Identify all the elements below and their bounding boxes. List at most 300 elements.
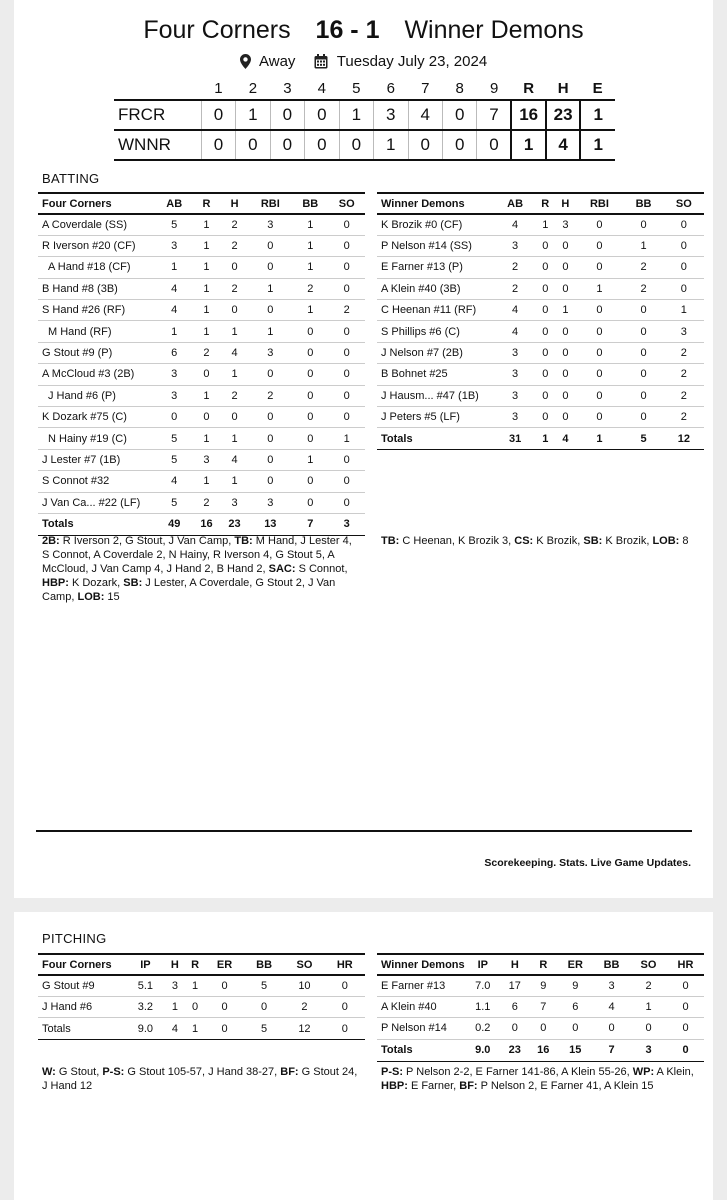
stat-cell: 5 [244, 975, 284, 996]
note-text: J Lester, A Coverdale, G Stout 2, J Van Camp, [42, 577, 336, 603]
stat-cell: 2 [664, 407, 704, 428]
stat-cell: 3 [249, 342, 292, 363]
stat-table-head [377, 954, 704, 975]
stat-cell: 0 [535, 278, 555, 299]
game-meta [14, 52, 713, 70]
player-name: J Nelson #7 (2B) [377, 342, 495, 363]
stat-cell: 2 [495, 257, 535, 278]
linescore-inning-cell: 0 [477, 130, 511, 160]
batting-notes-winner-demons [381, 534, 701, 548]
player-row [38, 342, 365, 363]
stat-cell: 0 [575, 342, 623, 363]
stat-column-header: H [221, 193, 249, 214]
player-row [38, 321, 365, 342]
stat-table-head [38, 193, 365, 214]
stat-cell: 1 [555, 300, 575, 321]
note-text: 8 [679, 535, 689, 547]
total-cell: 12 [284, 1018, 324, 1040]
pitching-notes-four-corners [42, 1065, 362, 1093]
player-row [38, 385, 365, 406]
player-name: J Van Ca... #22 (LF) [38, 492, 156, 513]
stat-cell: 2 [221, 214, 249, 235]
totals-row [38, 1018, 365, 1040]
stat-cell: 5 [156, 428, 192, 449]
stat-cell: 0 [667, 1018, 704, 1039]
player-name: K Brozik #0 (CF) [377, 214, 495, 235]
player-row [38, 235, 365, 256]
game-title [14, 16, 713, 45]
note-label: W: [42, 1066, 56, 1078]
linescore-total-h: 23 [546, 100, 580, 130]
stat-cell: 1 [156, 321, 192, 342]
stat-cell: 0 [667, 996, 704, 1017]
stat-table-body [377, 214, 704, 450]
stat-cell: 1 [221, 364, 249, 385]
total-cell: 1 [535, 428, 555, 450]
stat-cell: 3 [495, 342, 535, 363]
stat-header-row [377, 193, 704, 214]
stat-cell: 0 [325, 975, 365, 996]
linescore-inning-cell: 1 [236, 100, 270, 130]
total-cell: 1 [575, 428, 623, 450]
stat-cell: 0 [328, 471, 365, 492]
stat-cell: 0 [575, 300, 623, 321]
player-row [38, 428, 365, 449]
stat-cell: 0 [558, 1018, 594, 1039]
note-text: M Hand, J Lester 4, S Connot, A Coverdale 2, N Hainy, R Iverson 4, G Stout 5, A McCloud, J Van Camp 4, J Hand 2, B Hand 2, [42, 535, 352, 575]
stat-cell: 3 [555, 214, 575, 235]
stat-cell: 0 [623, 342, 663, 363]
stat-cell: 0 [529, 1018, 557, 1039]
total-cell: 16 [529, 1039, 557, 1061]
stat-cell: 2 [221, 385, 249, 406]
total-cell: 3 [328, 513, 365, 535]
note-text: P Nelson 2-2, E Farner 141-86, A Klein 55-26, [403, 1066, 633, 1078]
stat-cell: 1 [221, 471, 249, 492]
stat-cell: 0 [555, 407, 575, 428]
total-cell: 13 [249, 513, 292, 535]
footer-divider [36, 830, 692, 832]
note-label: SAC: [268, 563, 296, 575]
player-name: A Coverdale (SS) [38, 214, 156, 235]
total-cell: 1 [185, 1018, 205, 1040]
stat-cell: 0 [575, 385, 623, 406]
note-text: K Brozik, [533, 535, 584, 547]
note-text: K Dozark, [68, 577, 124, 589]
away-team-name: Winner Demons [404, 16, 584, 44]
stat-cell: 0 [156, 407, 192, 428]
stat-cell: 0 [249, 407, 292, 428]
total-cell: 4 [555, 428, 575, 450]
note-label: WP: [632, 1066, 655, 1078]
stat-cell: 4 [156, 278, 192, 299]
stat-cell: 0 [328, 342, 365, 363]
player-row [38, 449, 365, 470]
stat-cell: 2 [623, 278, 663, 299]
total-cell: 0 [667, 1039, 704, 1061]
player-name: J Hand #6 [38, 996, 126, 1017]
stat-cell: 3 [156, 385, 192, 406]
stat-cell: 1 [192, 428, 220, 449]
linescore-inning-cell: 4 [408, 100, 442, 130]
note-text: G Stout, [55, 1066, 103, 1078]
stat-cell: 3 [495, 385, 535, 406]
team-column-header: Winner Demons [377, 954, 465, 975]
stat-column-header: R [192, 193, 220, 214]
stat-column-header: H [555, 193, 575, 214]
note-text: S Connot, [295, 563, 348, 575]
stat-cell: 2 [284, 996, 324, 1017]
linescore-inning-cell: 0 [339, 130, 373, 160]
stat-cell: 2 [328, 300, 365, 321]
stat-cell: 5 [156, 492, 192, 513]
linescore-team: FRCR [114, 100, 201, 130]
linescore-header: 6 [386, 80, 395, 97]
stat-column-header: AB [156, 193, 192, 214]
stat-cell: 0 [623, 321, 663, 342]
stat-cell: 1 [192, 385, 220, 406]
note-label: HBP: [381, 1080, 408, 1092]
player-name: A Klein #40 [377, 996, 465, 1017]
note-label: P-S: [381, 1066, 403, 1078]
stat-column-header: R [529, 954, 557, 975]
stat-cell: 6 [156, 342, 192, 363]
stat-cell: 0 [292, 407, 328, 428]
stat-cell: 0 [535, 385, 555, 406]
stat-cell: 0 [328, 321, 365, 342]
stat-cell: 4 [495, 214, 535, 235]
stat-cell: 5 [156, 449, 192, 470]
note-text: 15 [104, 591, 120, 603]
pitching-table-four-corners [38, 953, 365, 1040]
batting-table-winner-demons [377, 192, 704, 450]
player-name: A Hand #18 (CF) [38, 257, 156, 278]
stat-cell: 0 [325, 996, 365, 1017]
stat-cell: 4 [221, 342, 249, 363]
stat-cell: 2 [292, 278, 328, 299]
player-name: E Farner #13 (P) [377, 257, 495, 278]
stat-cell: 0 [292, 364, 328, 385]
boxscore-page [14, 0, 713, 898]
player-name: K Dozark #75 (C) [38, 407, 156, 428]
note-label: TB: [381, 535, 400, 547]
player-name: A Klein #40 (3B) [377, 278, 495, 299]
stat-cell: 0 [328, 385, 365, 406]
linescore-inning-cell: 0 [201, 100, 235, 130]
linescore-inning-cell: 1 [339, 100, 373, 130]
player-row [377, 300, 704, 321]
stat-cell: 2 [495, 278, 535, 299]
note-label: BF: [459, 1080, 478, 1092]
stat-cell: 3 [156, 364, 192, 385]
stat-header-row [38, 193, 365, 214]
stat-cell: 1 [249, 278, 292, 299]
stat-cell: 3 [192, 449, 220, 470]
stat-cell: 0 [328, 449, 365, 470]
stat-cell: 0 [623, 214, 663, 235]
note-text: G Stout 105-57, J Hand 38-27, [124, 1066, 281, 1078]
player-name: P Nelson #14 (SS) [377, 235, 495, 256]
total-cell: 3 [630, 1039, 667, 1061]
stat-cell: 0 [249, 235, 292, 256]
stat-cell: 2 [664, 364, 704, 385]
stat-cell: 0 [555, 257, 575, 278]
stat-cell: 7 [529, 996, 557, 1017]
stat-cell: 0 [575, 407, 623, 428]
linescore-inning-cell: 1 [374, 130, 408, 160]
linescore-total-r: 1 [511, 130, 545, 160]
stat-cell: 0 [623, 385, 663, 406]
footer-tagline: Scorekeeping. Stats. Live Game Updates. [484, 857, 691, 869]
stat-cell: 0 [292, 385, 328, 406]
stat-cell: 2 [249, 385, 292, 406]
total-cell: 49 [156, 513, 192, 535]
linescore-total-h: 4 [546, 130, 580, 160]
player-name: G Stout #9 (P) [38, 342, 156, 363]
stat-cell: 0 [205, 996, 244, 1017]
linescore-inning-cell: 0 [236, 130, 270, 160]
stat-cell: 2 [221, 235, 249, 256]
stat-cell: 3.2 [126, 996, 165, 1017]
stat-cell: 3 [165, 975, 185, 996]
linescore-inning-cell: 0 [442, 130, 476, 160]
player-name: M Hand (RF) [38, 321, 156, 342]
stat-cell: 1 [292, 300, 328, 321]
batting-table-four-corners [38, 192, 365, 536]
stat-cell: 0 [328, 492, 365, 513]
player-name: R Iverson #20 (CF) [38, 235, 156, 256]
stat-cell: 1 [221, 428, 249, 449]
player-row [38, 975, 365, 996]
stat-column-header: RBI [249, 193, 292, 214]
stat-cell: 0 [328, 257, 365, 278]
game-date: Tuesday July 23, 2024 [336, 52, 488, 70]
player-row [38, 407, 365, 428]
stat-cell: 1 [192, 300, 220, 321]
player-name: B Bohnet #25 [377, 364, 495, 385]
stat-cell: 1 [192, 257, 220, 278]
stat-cell: 4 [156, 471, 192, 492]
stat-cell: 0 [630, 1018, 667, 1039]
player-row [38, 996, 365, 1017]
linescore-header: 8 [455, 80, 464, 97]
game-location: Away [259, 52, 296, 70]
stat-cell: 0 [535, 235, 555, 256]
stat-header-row [38, 954, 365, 975]
stat-cell: 0 [249, 428, 292, 449]
stat-cell: 0 [501, 1018, 529, 1039]
stat-cell: 0 [623, 300, 663, 321]
stat-cell: 1 [192, 278, 220, 299]
stat-cell: 0 [664, 257, 704, 278]
player-name: J Hausm... #47 (1B) [377, 385, 495, 406]
stat-column-header: BB [292, 193, 328, 214]
stat-cell: 17 [501, 975, 529, 996]
totals-row [377, 1039, 704, 1061]
stat-cell: 1 [623, 235, 663, 256]
player-row [377, 996, 704, 1017]
home-team-name: Four Corners [143, 16, 291, 44]
linescore-header: 4 [317, 80, 327, 97]
stat-cell: 9 [529, 975, 557, 996]
stat-cell: 1 [292, 214, 328, 235]
stat-cell: 1 [664, 300, 704, 321]
stat-column-header: BB [593, 954, 630, 975]
player-row [38, 471, 365, 492]
stat-cell: 10 [284, 975, 324, 996]
total-cell: 23 [501, 1039, 529, 1061]
note-text: K Brozik, [602, 535, 653, 547]
stat-cell: 1 [156, 257, 192, 278]
stat-cell: 4 [495, 300, 535, 321]
player-row [377, 364, 704, 385]
note-text: E Farner, [407, 1080, 460, 1092]
player-name: C Heenan #11 (RF) [377, 300, 495, 321]
stat-cell: 0 [221, 300, 249, 321]
stat-cell: 1 [221, 321, 249, 342]
stat-cell: 6 [558, 996, 594, 1017]
total-cell: 9.0 [126, 1018, 165, 1040]
stat-cell: 1 [192, 235, 220, 256]
linescore-header: 7 [421, 80, 430, 97]
stat-cell: 0 [535, 364, 555, 385]
note-text: G Stout 24, J Hand 12 [42, 1066, 358, 1092]
stat-cell: 5.1 [126, 975, 165, 996]
total-cell: 0 [325, 1018, 365, 1040]
stat-cell: 1 [249, 321, 292, 342]
stat-cell: 1 [630, 996, 667, 1017]
note-label: P-S: [102, 1066, 125, 1078]
note-label: 2B: [42, 535, 60, 547]
location-pin-icon [240, 53, 251, 70]
stat-cell: 0 [328, 364, 365, 385]
note-label: LOB: [652, 535, 680, 547]
player-row [377, 278, 704, 299]
stat-cell: 1 [192, 214, 220, 235]
stat-table-head [377, 193, 704, 214]
stat-cell: 2 [664, 385, 704, 406]
stat-cell: 1 [328, 428, 365, 449]
stat-cell: 0 [249, 300, 292, 321]
stat-cell: 1.1 [465, 996, 501, 1017]
stat-cell: 1 [192, 471, 220, 492]
linescore-header: H [557, 80, 569, 97]
stat-cell: 0 [555, 342, 575, 363]
stat-cell: 2 [192, 342, 220, 363]
batting-section-label: BATTING [42, 171, 100, 186]
player-row [377, 321, 704, 342]
totals-label: Totals [38, 513, 156, 535]
stat-header-row [377, 954, 704, 975]
player-row [377, 385, 704, 406]
linescore-row [114, 130, 615, 160]
stat-table-head [38, 954, 365, 975]
stat-cell: 0 [328, 278, 365, 299]
pitching-section-label: PITCHING [42, 931, 107, 946]
stat-cell: 2 [192, 492, 220, 513]
note-text: C Heenan, K Brozik 3, [399, 535, 515, 547]
linescore-total-e: 1 [580, 130, 615, 160]
stat-cell: 0 [249, 449, 292, 470]
stat-column-header: H [501, 954, 529, 975]
player-name: J Peters #5 (LF) [377, 407, 495, 428]
totals-label: Totals [38, 1018, 126, 1040]
linescore-corner [114, 78, 201, 100]
stat-cell: 1 [535, 214, 555, 235]
linescore-header: 2 [248, 80, 258, 97]
player-row [38, 257, 365, 278]
stat-cell: 3 [495, 235, 535, 256]
calendar-icon [314, 53, 328, 70]
stat-column-header: R [185, 954, 205, 975]
stat-column-header: ER [205, 954, 244, 975]
linescore-inning-cell: 0 [270, 130, 304, 160]
player-name: A McCloud #3 (2B) [38, 364, 156, 385]
stat-cell: 3 [249, 492, 292, 513]
stat-column-header: ER [558, 954, 594, 975]
stat-cell: 0 [249, 364, 292, 385]
stat-cell: 0 [328, 214, 365, 235]
linescore-table [114, 78, 615, 161]
linescore-header: E [592, 80, 603, 97]
linescore-header: 5 [352, 80, 361, 97]
player-row [377, 235, 704, 256]
total-cell: 4 [165, 1018, 185, 1040]
stat-cell: 2 [221, 278, 249, 299]
stat-cell: 0 [555, 321, 575, 342]
stat-cell: 0 [205, 975, 244, 996]
stat-cell: 0 [192, 407, 220, 428]
stat-cell: 1 [292, 449, 328, 470]
total-cell: 16 [192, 513, 220, 535]
stat-cell: 1 [292, 235, 328, 256]
player-name: P Nelson #14 [377, 1018, 465, 1039]
stat-cell: 0 [221, 257, 249, 278]
total-cell: 9.0 [465, 1039, 501, 1061]
stat-table-body [377, 975, 704, 1061]
linescore-header: 9 [490, 80, 499, 97]
total-cell: 0 [205, 1018, 244, 1040]
stat-cell: 0 [575, 235, 623, 256]
stat-column-header: BB [244, 954, 284, 975]
player-row [38, 364, 365, 385]
stat-cell: 4 [495, 321, 535, 342]
stat-cell: 0 [664, 278, 704, 299]
stat-cell: 3 [495, 364, 535, 385]
stat-cell: 0 [575, 214, 623, 235]
stat-cell: 0 [575, 321, 623, 342]
player-name: S Connot #32 [38, 471, 156, 492]
stat-cell: 1 [292, 257, 328, 278]
stat-column-header: IP [126, 954, 165, 975]
player-row [377, 1018, 704, 1039]
stat-column-header: SO [630, 954, 667, 975]
stat-cell: 0 [555, 235, 575, 256]
stat-column-header: AB [495, 193, 535, 214]
stat-cell: 0 [249, 257, 292, 278]
stat-cell: 0 [328, 407, 365, 428]
stat-cell: 0 [192, 364, 220, 385]
player-row [38, 300, 365, 321]
total-cell: 5 [244, 1018, 284, 1040]
linescore-inning-cell: 0 [201, 130, 235, 160]
stat-cell: 0 [555, 278, 575, 299]
total-cell: 23 [221, 513, 249, 535]
stat-cell: 4 [593, 996, 630, 1017]
stat-cell: 0 [535, 342, 555, 363]
stat-cell: 0 [623, 364, 663, 385]
stat-column-header: R [535, 193, 555, 214]
